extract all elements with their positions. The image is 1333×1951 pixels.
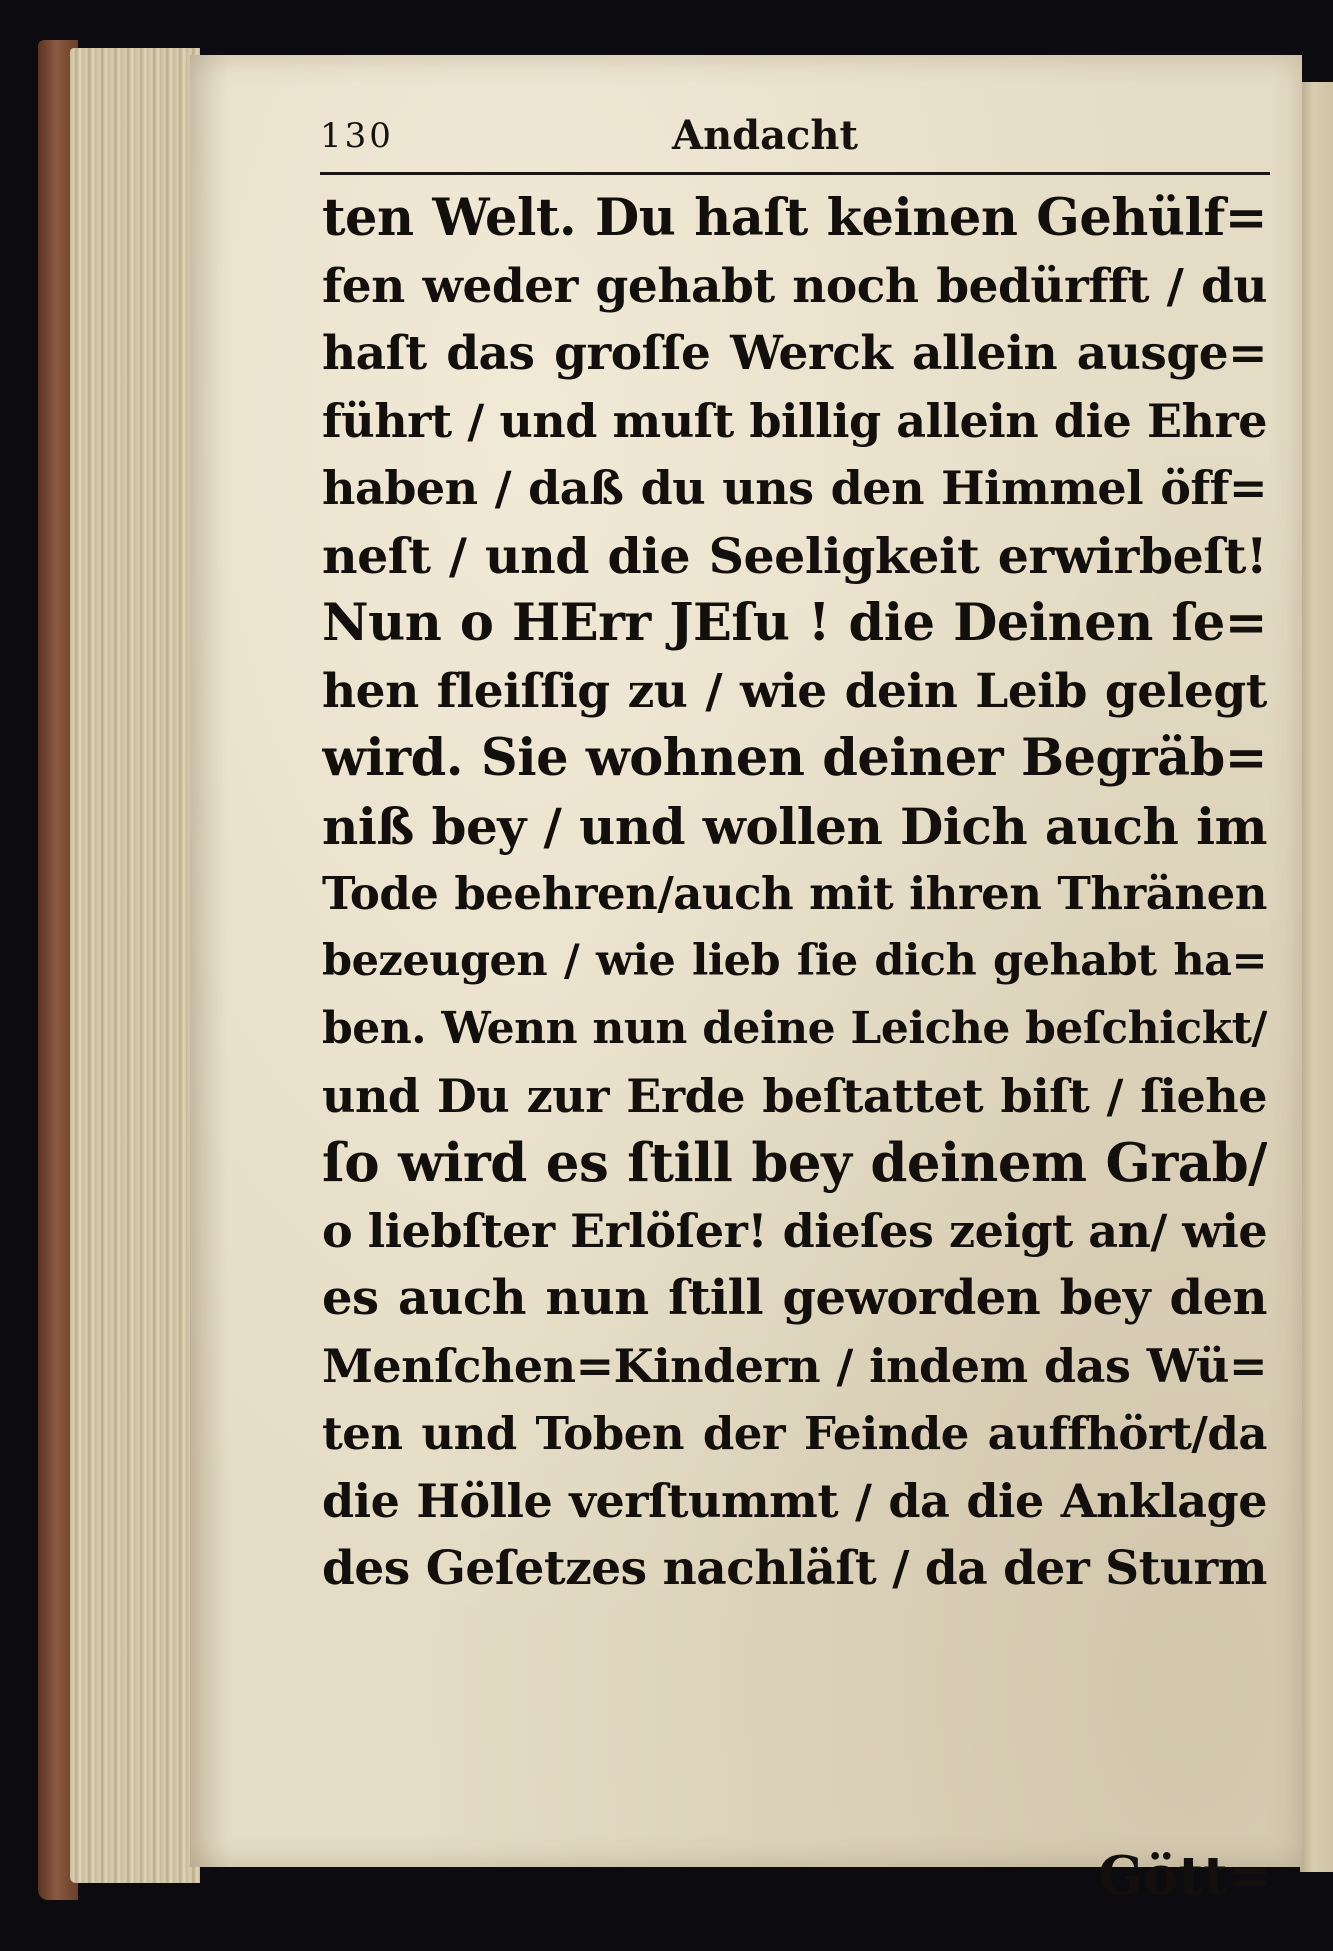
catchword: Gött=: [1098, 1845, 1272, 1907]
facing-page-edge: [1300, 82, 1333, 1872]
body-text: [322, 185, 1267, 1603]
text-line: Nun o HErr JEſu ! die Deinen ſe=: [322, 593, 1267, 653]
text-line: haben / daß du uns den Himmel öff=: [322, 461, 1267, 515]
text-line: ten Welt. Du haſt keinen Gehülf=: [322, 188, 1267, 248]
text-line: ben. Wenn nun deine Leiche beſchickt/: [322, 1003, 1267, 1054]
text-line: bezeugen / wie lieb ſie dich gehabt ha=: [322, 935, 1267, 986]
text-line: ten und Toben der Feinde auffhört/da: [322, 1407, 1267, 1460]
page-edges: [70, 48, 200, 1883]
text-line: fen weder gehabt noch bedürfft / du: [322, 258, 1267, 314]
text-line: niß bey / und wollen Dich auch im: [322, 796, 1267, 856]
text-line: es auch nun ſtill geworden bey den: [322, 1270, 1267, 1326]
page-header: [320, 110, 1270, 168]
text-line: Menſchen=Kindern / indem das Wü=: [322, 1338, 1267, 1393]
text-line: haſt das groſſe Werck allein ausge=: [322, 326, 1267, 381]
text-line: und Du zur Erde beſtattet biſt / ſiehe: [322, 1068, 1267, 1123]
text-line: o liebſter Erlöſer! dieſes zeigt an/ wie: [322, 1203, 1267, 1258]
page-number: 130: [320, 116, 394, 156]
text-line: neſt / und die Seeligkeit erwirbeſt!: [322, 526, 1267, 585]
text-line: hen fleiſſig zu / wie dein Leib gelegt: [322, 663, 1267, 719]
text-line: Tode beehren/auch mit ihren Thränen: [322, 867, 1267, 920]
text-line: die Hölle verſtummt / da die Anklage: [322, 1473, 1267, 1528]
text-line: ſo wird es ſtill bey deinem Grab/: [322, 1132, 1267, 1194]
page: [190, 55, 1302, 1907]
text-line: wird. Sie wohnen deiner Begräb=: [322, 728, 1267, 788]
header-rule: [320, 172, 1270, 175]
running-head: Andacht: [672, 112, 858, 159]
text-line: führt / und muſt billig allein die Ehre: [322, 393, 1267, 448]
text-line: des Geſetzes nachläſt / da der Sturm: [322, 1541, 1267, 1596]
